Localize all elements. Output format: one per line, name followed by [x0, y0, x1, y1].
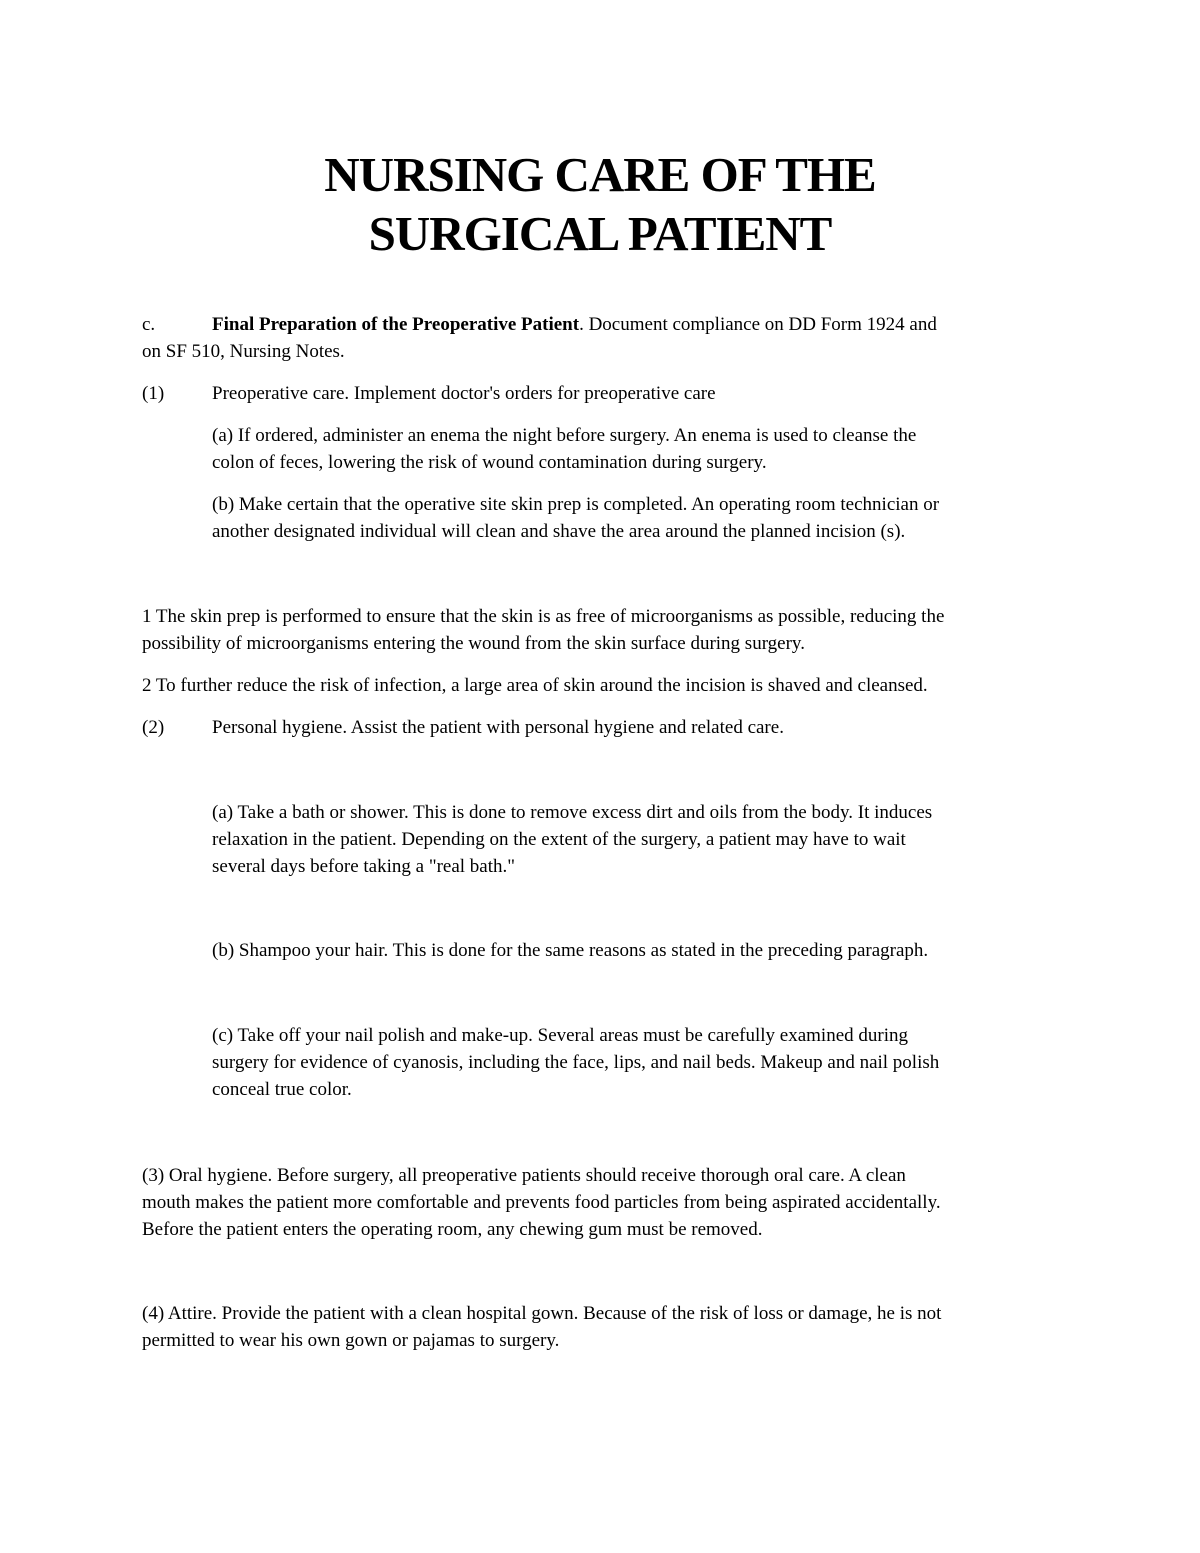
item-2-text: Personal hygiene. Assist the patient with personal hygiene and related care. [212, 717, 784, 738]
item-2b-line-1: (b) Shampoo your hair. This is done for the same reasons as stated in the preceding paragraph. [212, 940, 929, 961]
note-1-line-1: 1 The skin prep is performed to ensure that the skin is as free of microorganisms as possible, reducing the [142, 606, 945, 627]
item-2a-line-2: relaxation in the patient. Depending on the extent of the surgery, a patient may have to wait [212, 829, 906, 850]
item-2c-line-2: surgery for evidence of cyanosis, including the face, lips, and nail beds. Makeup and nail polish [212, 1052, 940, 1073]
section-c-line-2: on SF 510, Nursing Notes. [142, 341, 345, 362]
note-2-line-1: 2 To further reduce the risk of infection, a large area of skin around the incision is shaved and cleansed. [142, 675, 928, 696]
note-1-line-2: possibility of microorganisms entering the wound from the skin surface during surgery. [142, 633, 805, 654]
item-2-label: (2) [142, 717, 165, 738]
section-c-text: . Document compliance on DD Form 1924 and [579, 314, 937, 335]
item-1-text: Preoperative care. Implement doctor's orders for preoperative care [212, 383, 716, 404]
title-line-1: NURSING CARE OF THE [324, 147, 876, 202]
item-2c-line-1: (c) Take off your nail polish and make-up. Several areas must be carefully examined during [212, 1025, 908, 1046]
item-4-line-2: permitted to wear his own gown or pajamas to surgery. [142, 1330, 560, 1351]
item-1-label: (1) [142, 383, 165, 404]
title-line-2: SURGICAL PATIENT [368, 206, 832, 261]
item-3-line-1: (3) Oral hygiene. Before surgery, all preoperative patients should receive thorough oral care. A clean [142, 1165, 906, 1186]
section-c-line-1 [212, 311, 937, 338]
item-3-line-2: mouth makes the patient more comfortable and prevents food particles from being aspirated accidentally. [142, 1192, 941, 1213]
section-c-label: c. [142, 314, 156, 335]
page-title [0, 145, 1200, 263]
item-3-line-3: Before the patient enters the operating room, any chewing gum must be removed. [142, 1219, 763, 1240]
item-1a-line-2: colon of feces, lowering the risk of wound contamination during surgery. [212, 452, 767, 473]
item-4-line-1: (4) Attire. Provide the patient with a clean hospital gown. Because of the risk of loss or damage, he is not [142, 1303, 942, 1324]
item-1b-line-1: (b) Make certain that the operative site skin prep is completed. An operating room technician or [212, 494, 940, 515]
item-2a-line-1: (a) Take a bath or shower. This is done to remove excess dirt and oils from the body. It induces [212, 802, 933, 823]
section-c-heading: Final Preparation of the Preoperative Patient [212, 314, 580, 335]
item-2a-line-3: several days before taking a "real bath." [212, 856, 516, 877]
item-1a-line-1: (a) If ordered, administer an enema the night before surgery. An enema is used to cleanse the [212, 425, 917, 446]
item-1b-line-2: another designated individual will clean and shave the area around the planned incision (s). [212, 521, 906, 542]
item-2c-line-3: conceal true color. [212, 1079, 352, 1100]
